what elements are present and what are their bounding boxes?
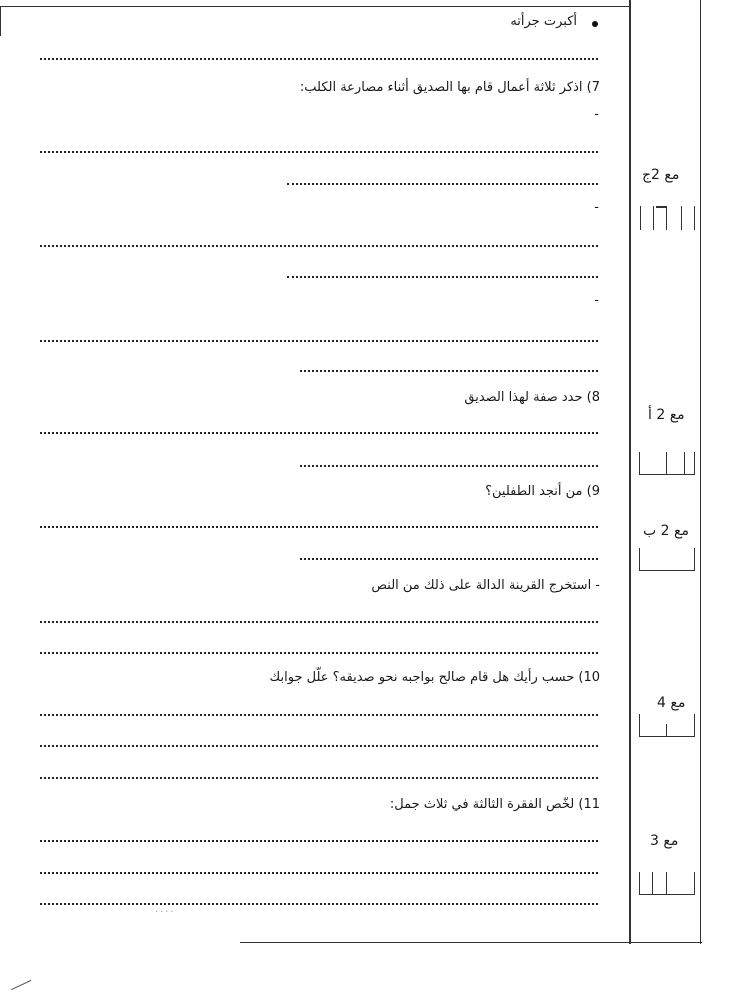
frame-left-line [0, 6, 1, 36]
question-10: 10) حسب رأيك هل قام صالح بواجبه نحو صديقه؟ علّل جوابك [269, 670, 600, 685]
score-label-q7: مع 2ج [642, 167, 680, 183]
score-box-mark [656, 206, 666, 208]
question-9-sub: - استخرج القرينة الدالة على ذلك من النص [371, 578, 600, 593]
question-9: 9) من أنجد الطفلين؟ [485, 484, 600, 499]
answer-line [40, 903, 598, 905]
answer-line [40, 245, 598, 247]
answer-line [40, 58, 598, 60]
score-label-q9: مع 2 ب [643, 523, 689, 539]
answer-line [40, 432, 598, 434]
question-8: 8) حدد صفة لهذا الصديق [464, 390, 600, 405]
score-box [639, 548, 695, 571]
answer-line [40, 151, 598, 153]
bullet-answer-text: أكبرت جرأته [510, 14, 577, 29]
score-box-tick [652, 872, 653, 894]
answer-line [300, 370, 598, 372]
score-label-q8: مع 2 أ [648, 407, 685, 423]
bullet-icon [592, 21, 598, 27]
answer-line [300, 558, 598, 560]
frame-top-line [0, 6, 629, 7]
score-box [639, 872, 695, 895]
score-box-tick [666, 452, 667, 474]
score-label-q10: مع 4 [657, 695, 686, 711]
score-box-tick [666, 206, 667, 230]
answer-line [40, 714, 598, 716]
answer-line [40, 340, 598, 342]
answer-line [40, 652, 598, 654]
answer-line [40, 526, 598, 528]
answer-line [300, 465, 598, 467]
score-box-tick [681, 206, 682, 230]
answer-line [287, 276, 598, 278]
score-box [639, 714, 695, 737]
score-box [639, 452, 695, 475]
answer-line [40, 745, 598, 747]
question-11: 11) لخّص الفقرة الثالثة في ثلاث جمل: [389, 797, 600, 812]
dash-marker: - [594, 107, 599, 122]
answer-line [287, 183, 598, 185]
page-bottom-border [240, 942, 702, 943]
question-7: 7) اذكر ثلاثة أعمال قام بها الصديق أثناء مصارعة الكلب: [299, 80, 600, 95]
score-box-tick [666, 872, 667, 894]
score-label-q11: مع 3 [650, 833, 679, 849]
score-box-tick [694, 206, 695, 230]
answer-line [40, 777, 598, 779]
faint-stamp-text: .... [155, 904, 176, 915]
score-box-tick [653, 206, 654, 230]
score-box-tick [684, 452, 685, 474]
answer-line [40, 872, 598, 874]
score-box-tick [640, 206, 641, 230]
dash-marker: - [594, 293, 599, 308]
dash-marker: - [594, 200, 599, 215]
page-right-border [700, 0, 701, 944]
answer-line [40, 840, 598, 842]
score-box-tick [666, 724, 667, 736]
corner-mark [7, 971, 32, 990]
answer-line [40, 621, 598, 623]
score-column-divider [629, 0, 631, 944]
